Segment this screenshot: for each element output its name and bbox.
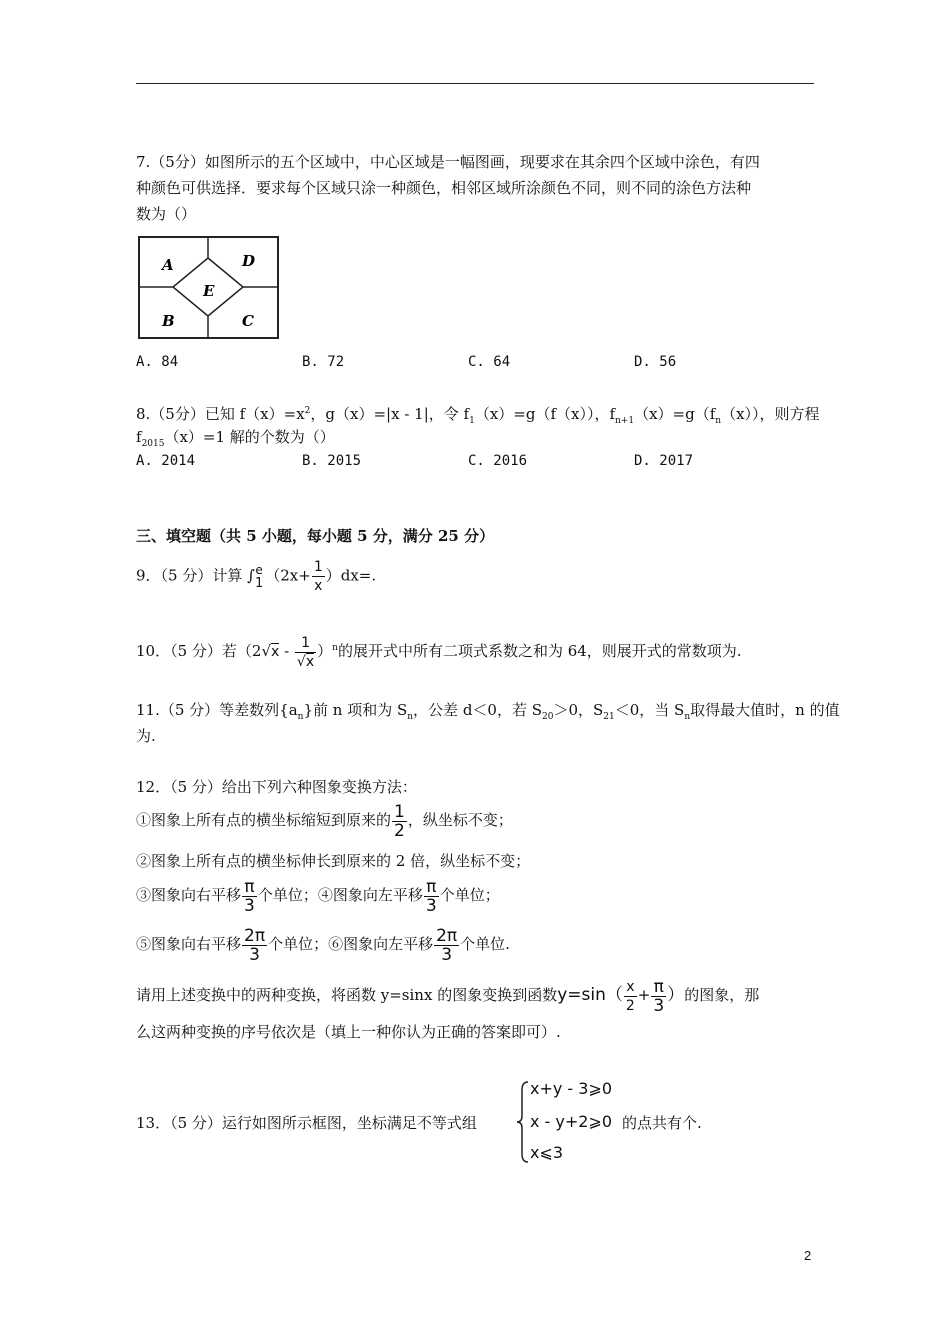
- region-d-label: D: [242, 252, 256, 270]
- q10-line: 10．（5 分）若（2√x - $\frac{1}{√x}$ ）$^n$的展开式中所有二项式系数之和为 64，则展开式的常数项为.: [136, 634, 742, 670]
- q7-option-b: B. 72: [302, 354, 345, 370]
- q8-line1: 8.（5分）已知 $f(x)=x^2$，g（x）=|x - 1|，令 $f_1(x)=g(f(x))$，$f_{n+1}(x)=g(f_n(x))$，则方程: [136, 405, 820, 426]
- page-number: 2: [804, 1248, 812, 1263]
- q13-constraint-1: x+y - 3⩾0: [530, 1079, 613, 1098]
- q7-line2: 种颜色可供选择．要求每个区域只涂一种颜色，相邻区域所涂颜色不同，则不同的涂色方法种: [136, 179, 752, 197]
- q13-constraint-2: x - y+2⩾0: [530, 1112, 613, 1131]
- q13-prefix: 13．（5 分）运行如图所示框图，坐标满足不等式组: [136, 1114, 477, 1132]
- q7-option-d: D. 56: [634, 354, 677, 370]
- q12-item5-6: ⑤图象向右平移 $\frac{2\pi}{3}$ 个单位；⑥图象向左平移 $\frac{2\pi}{3}$ 个单位.: [136, 925, 510, 965]
- q12-item1: ①图象上所有点的横坐标缩短到原来的 $\frac{1}{2}$ ，纵坐标不变；: [136, 801, 513, 841]
- q8-option-d: D. 2017: [634, 453, 694, 469]
- q7-line3: 数为（）: [136, 205, 197, 223]
- section-heading: 三、填空题（共 5 小题，每小题 5 分，满分 25 分）: [136, 527, 495, 545]
- region-c-label: C: [242, 312, 254, 330]
- q12-intro: 12．（5 分）给出下列六种图象变换方法：: [136, 778, 417, 796]
- q12-item3-4: ③图象向右平移 $\frac{\pi}{3}$ 个单位；④图象向左平移 $\frac{\pi}{3}$ 个单位；: [136, 876, 500, 916]
- q13-constraint-3: x⩽3: [530, 1143, 564, 1162]
- q7-line1: 7.（5分）如图所示的五个区域中，中心区域是一幅图画，现要求在其余四个区域中涂色，有四: [136, 153, 760, 171]
- q12-request-line1: 请用上述变换中的两种变换，将函数 y=sinx 的图象变换到函数y=sin（ $\frac{x}{2}$ + $\frac{\pi}{3}$ ）的图象，那: [136, 976, 760, 1016]
- q11-line2: 为.: [136, 727, 156, 745]
- q12-item2: ②图象上所有点的横坐标伸长到原来的 2 倍，纵坐标不变；: [136, 852, 531, 870]
- region-b-label: B: [162, 312, 175, 330]
- q8-option-a: A. 2014: [136, 453, 196, 469]
- region-e-label: E: [203, 282, 215, 300]
- q9-line: 9．（5 分）计算 ∫ e 1 （2x+ $\frac{1}{x}$ ）dx=.: [136, 559, 377, 594]
- q7-region-figure: [138, 236, 280, 340]
- q11-line1: 11.（5 分）等差数列$\{a_n\}$前 n 项和为 $S_n$，公差 d＜0，若 $S_{20}>0$，$S_{21}<0$，当 $S_n$取得最大值时，n 的值: [136, 701, 840, 722]
- q8-option-c: C. 2016: [468, 453, 528, 469]
- q13-suffix: 的点共有个.: [622, 1114, 702, 1132]
- region-a-label: A: [162, 256, 174, 274]
- q7-option-a: A. 84: [136, 354, 179, 370]
- q8-line2: $f_{2015}(x)=1$ 解的个数为（）: [136, 428, 335, 449]
- q12-request-line2: 么这两种变换的序号依次是（填上一种你认为正确的答案即可）.: [136, 1023, 561, 1041]
- header-rule: [136, 83, 814, 84]
- q7-option-c: C. 64: [468, 354, 511, 370]
- brace-icon: [516, 1080, 530, 1164]
- q8-option-b: B. 2015: [302, 453, 362, 469]
